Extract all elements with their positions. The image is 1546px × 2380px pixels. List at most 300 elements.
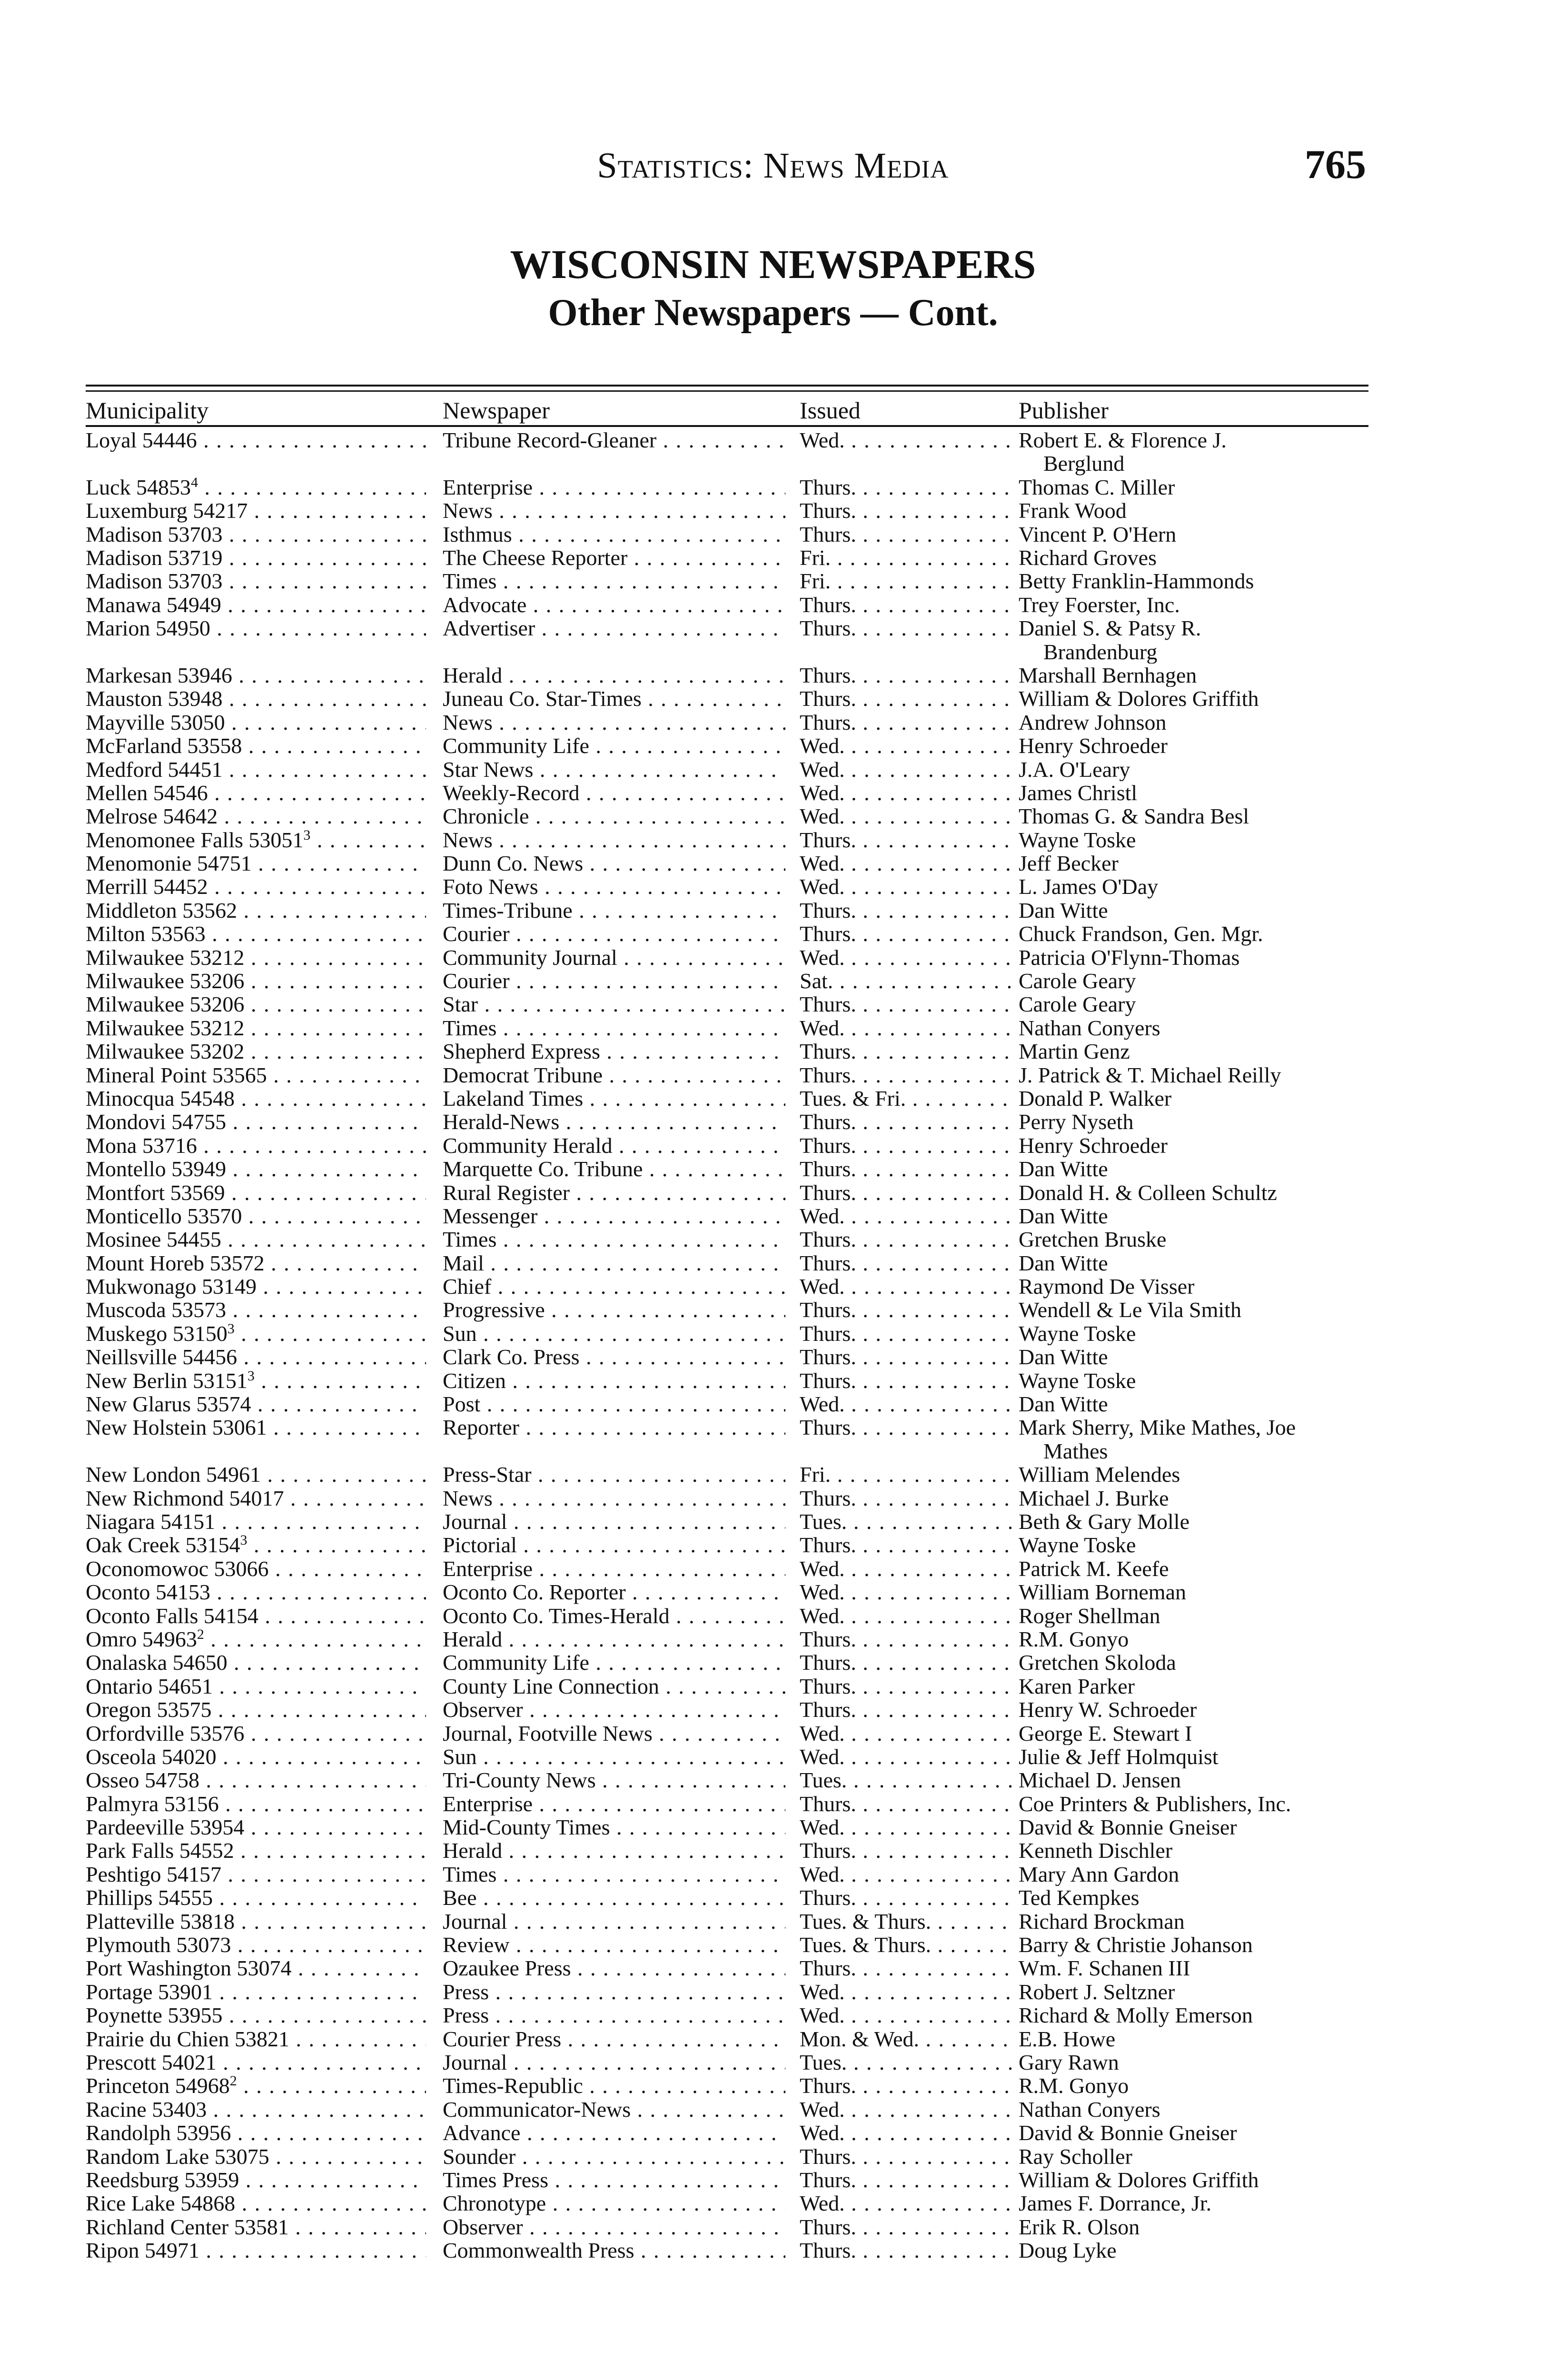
issued-cell-text: Thurs. <box>800 1321 856 1346</box>
publisher-cell-text: Wayne Toske <box>1019 1368 1136 1393</box>
issued-cell-text: Tues. <box>800 1510 847 1534</box>
issued-cell-text: Thurs. <box>800 475 856 499</box>
table-row <box>86 2215 1368 2239</box>
table-row <box>86 1110 1368 1133</box>
newspaper-cell-text: Oconto Co. Times-Herald <box>443 1604 670 1627</box>
municipality-cell <box>86 1651 426 1674</box>
newspaper-cell-text: Commonwealth Press <box>443 2239 634 2262</box>
publisher-cell-text: Andrew Johnson <box>1019 710 1167 734</box>
publisher-cell-text: Roger Shellman <box>1019 1604 1160 1627</box>
newspaper-cell-text: Star <box>443 992 478 1016</box>
municipality-cell-text: Niagara 54151 <box>86 1510 216 1534</box>
table-row <box>86 1204 1368 1228</box>
newspaper-cell-text: Oconto Co. Reporter <box>443 1580 626 1604</box>
publisher-cell-text: R.M. Gonyo <box>1019 2074 1129 2098</box>
newspaper-cell-text: Rural Register <box>443 1180 570 1204</box>
municipality-cell-text: Luck 54853 <box>86 475 191 499</box>
newspaper-cell <box>443 1204 785 1228</box>
publisher-cell-text: Marshall Bernhagen <box>1019 663 1197 687</box>
newspaper-cell <box>443 2027 785 2051</box>
issued-cell <box>800 1275 1011 1298</box>
municipality-cell-text: Manawa 54949 <box>86 593 221 617</box>
publisher-cell <box>1019 1087 1371 1110</box>
newspaper-cell-text: Post <box>443 1392 481 1416</box>
municipality-cell-text: Muskego 53150 <box>86 1321 228 1346</box>
table-row <box>86 1416 1368 1463</box>
municipality-cell-text: Phillips 54555 <box>86 1886 213 1910</box>
municipality-cell <box>86 2121 426 2144</box>
issued-cell-text: Wed. <box>800 804 845 828</box>
issued-cell-text: Sat. <box>800 969 833 993</box>
publisher-cell <box>1019 781 1371 804</box>
issued-cell <box>800 1533 1011 1557</box>
newspaper-cell-text: Advertiser <box>443 616 535 640</box>
issued-cell-text: Thurs. <box>800 1792 856 1816</box>
publisher-cell-text: William Borneman <box>1019 1580 1187 1604</box>
publisher-cell <box>1019 1228 1371 1251</box>
publisher-cell-text: Henry W. Schroeder <box>1019 1698 1197 1722</box>
publisher-cell-text: Gretchen Skoloda <box>1019 1651 1176 1675</box>
publisher-cell-text: Ted Kempkes <box>1019 1886 1140 1910</box>
newspaper-cell-text: Chronicle <box>443 804 529 828</box>
table-row <box>86 1228 1368 1251</box>
newspaper-cell <box>443 1792 785 1815</box>
issued-cell <box>800 875 1011 898</box>
municipality-cell-text: Mauston 53948 <box>86 687 223 711</box>
publisher-cell <box>1019 1322 1371 1345</box>
municipality-cell-text: New Glarus 53574 <box>86 1392 251 1416</box>
municipality-cell-text: Mayville 53050 <box>86 710 225 734</box>
newspaper-cell <box>443 1651 785 1674</box>
municipality-cell <box>86 476 426 499</box>
newspaper-cell <box>443 1557 785 1580</box>
municipality-cell <box>86 2192 426 2215</box>
municipality-cell <box>86 1040 426 1063</box>
table-row <box>86 758 1368 781</box>
municipality-cell <box>86 2051 426 2074</box>
municipality-cell <box>86 664 426 687</box>
municipality-cell <box>86 1275 426 1298</box>
table-row <box>86 1016 1368 1040</box>
newspaper-cell-text: Enterprise <box>443 475 533 499</box>
municipality-cell <box>86 1016 426 1040</box>
table-row <box>86 1792 1368 1815</box>
table-row <box>86 711 1368 734</box>
document-title: WISCONSIN NEWSPAPERS <box>510 241 1036 287</box>
newspaper-cell <box>443 1533 785 1557</box>
table-row <box>86 946 1368 969</box>
newspaper-cell-text: Weekly-Record <box>443 781 580 805</box>
newspaper-cell <box>443 2145 785 2168</box>
newspaper-cell-text: News <box>443 710 493 734</box>
issued-cell <box>800 2239 1011 2262</box>
newspaper-cell <box>443 992 785 1016</box>
newspaper-cell-text: News <box>443 1486 493 1510</box>
municipality-cell-text: Middleton 53562 <box>86 898 238 922</box>
municipality-cell <box>86 1768 426 1792</box>
newspaper-cell <box>443 523 785 546</box>
municipality-cell <box>86 1392 426 1416</box>
municipality-cell-text: Reedsburg 53959 <box>86 2168 239 2192</box>
municipality-cell <box>86 1863 426 1886</box>
issued-cell <box>800 1863 1011 1886</box>
municipality-cell <box>86 1815 426 1839</box>
newspaper-cell <box>443 1134 785 1157</box>
municipality-cell <box>86 1580 426 1604</box>
publisher-cell <box>1019 1863 1371 1886</box>
publisher-cell-text: Wayne Toske <box>1019 1321 1136 1346</box>
municipality-cell <box>86 569 426 593</box>
municipality-cell-text: Prescott 54021 <box>86 2051 217 2074</box>
municipality-cell-text: Marion 54950 <box>86 616 210 640</box>
publisher-cell <box>1019 1722 1371 1745</box>
municipality-cell-text: Mosinee 54455 <box>86 1228 221 1251</box>
newspaper-cell <box>443 1063 785 1087</box>
publisher-cell-text: Michael J. Burke <box>1019 1486 1169 1510</box>
table-row <box>86 1580 1368 1604</box>
municipality-cell <box>86 2074 426 2097</box>
publisher-cell-text: Carole Geary <box>1019 969 1136 993</box>
municipality-cell-text: New London 54961 <box>86 1463 261 1487</box>
newspaper-cell <box>443 946 785 969</box>
newspaper-cell <box>443 2121 785 2144</box>
issued-cell-text: Wed. <box>800 2003 845 2027</box>
table-row <box>86 499 1368 522</box>
publisher-cell-text: Robert J. Seltzner <box>1019 1980 1175 2004</box>
municipality-cell-text: Mukwonago 53149 <box>86 1275 257 1299</box>
newspaper-cell-text: Journal <box>443 1510 507 1534</box>
table-row <box>86 2098 1368 2121</box>
table-row <box>86 1956 1368 1980</box>
newspaper-cell-text: Enterprise <box>443 1792 533 1816</box>
issued-cell-text: Wed. <box>800 1980 845 2004</box>
publisher-cell <box>1019 922 1371 945</box>
municipality-cell <box>86 946 426 969</box>
issued-cell <box>800 1886 1011 1909</box>
newspaper-cell <box>443 687 785 710</box>
municipality-cell <box>86 523 426 546</box>
publisher-cell <box>1019 1204 1371 1228</box>
newspaper-cell <box>443 852 785 875</box>
publisher-cell-text: Nathan Conyers <box>1019 2097 1160 2122</box>
issued-cell <box>800 1181 1011 1204</box>
table-row <box>86 1275 1368 1298</box>
newspaper-cell <box>443 1110 785 1133</box>
publisher-cell <box>1019 1580 1371 1604</box>
publisher-cell-text: Ray Scholler <box>1019 2144 1132 2168</box>
issued-cell <box>800 1087 1011 1110</box>
municipality-cell <box>86 499 426 522</box>
newspaper-cell <box>443 1487 785 1510</box>
municipality-cell <box>86 1839 426 1862</box>
issued-cell-text: Thurs. <box>800 828 856 852</box>
newspaper-cell <box>443 1980 785 2003</box>
table-row <box>86 616 1368 664</box>
municipality-cell-text: Milwaukee 53202 <box>86 1040 245 1063</box>
municipality-cell-text: Montfort 53569 <box>86 1180 225 1204</box>
issued-cell-text: Wed. <box>800 781 845 805</box>
newspaper-cell-text: Herald <box>443 1627 503 1651</box>
municipality-cell <box>86 2003 426 2027</box>
table-row <box>86 1251 1368 1275</box>
newspaper-cell <box>443 1933 785 1956</box>
municipality-cell <box>86 1487 426 1510</box>
publisher-cell-text: Karen Parker <box>1019 1674 1135 1698</box>
publisher-cell <box>1019 1463 1371 1486</box>
newspaper-cell <box>443 1580 785 1604</box>
publisher-cell <box>1019 2027 1371 2051</box>
issued-cell-text: Thurs. <box>800 710 856 734</box>
municipality-cell-text: Oconomowoc 53066 <box>86 1557 269 1581</box>
issued-cell <box>800 499 1011 522</box>
table-row <box>86 1063 1368 1087</box>
publisher-cell-text: Chuck Frandson, Gen. Mgr. <box>1019 922 1263 946</box>
newspaper-cell-text: Reporter <box>443 1416 519 1439</box>
publisher-cell <box>1019 2145 1371 2168</box>
publisher-cell-text: William & Dolores Griffith <box>1019 2168 1259 2192</box>
issued-cell <box>800 1792 1011 1815</box>
publisher-cell <box>1019 2121 1371 2144</box>
issued-cell <box>800 969 1011 992</box>
publisher-cell <box>1019 1063 1371 1087</box>
issued-cell <box>800 1487 1011 1510</box>
publisher-cell <box>1019 1298 1371 1321</box>
issued-cell-text: Thurs. <box>800 922 856 946</box>
issued-cell-text: Thurs. <box>800 2239 856 2262</box>
issued-cell <box>800 2003 1011 2027</box>
issued-cell-text: Thurs. <box>800 1040 856 1063</box>
municipality-cell-text: Menomonie 54751 <box>86 852 252 875</box>
issued-cell <box>800 1651 1011 1674</box>
issued-cell <box>800 1910 1011 1933</box>
publisher-cell <box>1019 899 1371 922</box>
table-row <box>86 922 1368 945</box>
municipality-cell-text: Luxemburg 54217 <box>86 499 248 523</box>
table-row <box>86 1980 1368 2003</box>
municipality-cell <box>86 1463 426 1486</box>
newspaper-cell <box>443 1040 785 1063</box>
publisher-cell <box>1019 1134 1371 1157</box>
municipality-cell <box>86 1228 426 1251</box>
publisher-cell-text: David & Bonnie Gneiser <box>1019 2121 1237 2145</box>
issued-cell-text: Thurs. <box>800 1063 856 1087</box>
publisher-cell <box>1019 1510 1371 1533</box>
issued-cell-text: Tues. <box>800 1768 847 1792</box>
publisher-cell <box>1019 1910 1371 1933</box>
publisher-cell <box>1019 1157 1371 1180</box>
issued-cell-text: Thurs. <box>800 1298 856 1322</box>
newspaper-cell <box>443 1181 785 1204</box>
issued-cell <box>800 1698 1011 1721</box>
table-top-rule-inner <box>86 390 1368 392</box>
issued-cell-text: Thurs. <box>800 2074 856 2098</box>
issued-cell <box>800 476 1011 499</box>
municipality-cell-text: Randolph 53956 <box>86 2121 231 2145</box>
municipality-cell <box>86 1322 426 1345</box>
publisher-cell <box>1019 1980 1371 2003</box>
newspaper-cell-text: Review <box>443 1933 510 1957</box>
municipality-cell <box>86 922 426 945</box>
issued-cell-text: Thurs. <box>800 992 856 1016</box>
issued-cell-text: Tues. & Thurs. <box>800 1909 932 1934</box>
footnote-marker: 4 <box>191 475 198 490</box>
issued-cell <box>800 992 1011 1016</box>
newspaper-cell <box>443 2074 785 2097</box>
newspaper-cell-text: Times-Tribune <box>443 898 573 922</box>
newspaper-cell-text: The Cheese Reporter <box>443 545 628 570</box>
municipality-cell-text: Random Lake 53075 <box>86 2144 269 2168</box>
newspaper-cell <box>443 2192 785 2215</box>
issued-cell-text: Thurs. <box>800 2215 856 2239</box>
issued-cell <box>800 899 1011 922</box>
publisher-cell-text: Patrick M. Keefe <box>1019 1557 1169 1581</box>
publisher-cell-text: James Christl <box>1019 781 1138 805</box>
newspaper-cell <box>443 1275 785 1298</box>
issued-cell <box>800 1251 1011 1275</box>
issued-cell <box>800 1298 1011 1321</box>
publisher-cell-text: Jeff Becker <box>1019 852 1119 875</box>
newspaper-cell <box>443 2168 785 2192</box>
municipality-cell <box>86 1369 426 1392</box>
issued-cell-text: Thurs. <box>800 1627 856 1651</box>
issued-cell-text: Thurs. <box>800 2168 856 2192</box>
municipality-cell-text: Milton 53563 <box>86 922 206 946</box>
municipality-cell <box>86 852 426 875</box>
newspaper-cell <box>443 875 785 898</box>
issued-cell-text: Thurs. <box>800 1416 856 1439</box>
publisher-cell-text: Doug Lyke <box>1019 2239 1117 2262</box>
newspaper-cell-text: Journal <box>443 2051 507 2074</box>
municipality-cell-text: Mineral Point 53565 <box>86 1063 267 1087</box>
municipality-cell-text: Monticello 53570 <box>86 1204 242 1228</box>
publisher-cell-text: Beth & Gary Molle <box>1019 1510 1189 1534</box>
issued-cell <box>800 687 1011 710</box>
issued-cell-text: Thurs. <box>800 1251 856 1275</box>
municipality-cell <box>86 2145 426 2168</box>
municipality-cell-text: Minocqua 54548 <box>86 1086 235 1111</box>
publisher-cell-text: Carole Geary <box>1019 992 1136 1016</box>
municipality-cell-text: Oak Creek 53154 <box>86 1533 240 1557</box>
newspaper-cell <box>443 1698 785 1721</box>
publisher-continuation: Berglund <box>1043 451 1125 476</box>
issued-cell-text: Tues. <box>800 2051 847 2074</box>
municipality-cell <box>86 2098 426 2121</box>
table-top-rule <box>86 385 1368 387</box>
table-row <box>86 781 1368 804</box>
table-row <box>86 969 1368 992</box>
municipality-cell <box>86 758 426 781</box>
table-row <box>86 1651 1368 1674</box>
publisher-cell <box>1019 734 1371 757</box>
municipality-cell <box>86 1792 426 1815</box>
publisher-cell <box>1019 1251 1371 1275</box>
newspaper-cell-text: Tri-County News <box>443 1768 596 1792</box>
municipality-cell-text: McFarland 53558 <box>86 734 242 758</box>
publisher-cell <box>1019 804 1371 828</box>
municipality-cell <box>86 1251 426 1275</box>
footnote-marker: 3 <box>227 1321 235 1337</box>
issued-cell <box>800 781 1011 804</box>
publisher-cell <box>1019 1369 1371 1392</box>
municipality-cell-text: Markesan 53946 <box>86 663 232 687</box>
newspaper-cell <box>443 1956 785 1980</box>
municipality-cell-text: Muscoda 53573 <box>86 1298 227 1322</box>
newspaper-cell-text: Community Life <box>443 1651 589 1675</box>
municipality-cell-text: Milwaukee 53206 <box>86 992 245 1016</box>
table-row <box>86 1886 1368 1909</box>
publisher-cell-text: Dan Witte <box>1019 1204 1108 1228</box>
newspaper-cell-text: Shepherd Express <box>443 1040 600 1063</box>
newspaper-cell <box>443 734 785 757</box>
publisher-cell <box>1019 875 1371 898</box>
municipality-cell-text: New Berlin 53151 <box>86 1368 248 1393</box>
publisher-cell <box>1019 2003 1371 2027</box>
issued-cell-text: Thurs. <box>800 593 856 617</box>
newspaper-cell-text: Isthmus <box>443 522 512 546</box>
table-row <box>86 2003 1368 2027</box>
newspaper-cell <box>443 476 785 499</box>
newspaper-cell <box>443 1369 785 1392</box>
municipality-cell-text: Princeton 54968 <box>86 2074 230 2098</box>
municipality-cell-text: Oregon 53575 <box>86 1698 212 1722</box>
municipality-cell <box>86 1557 426 1580</box>
publisher-cell <box>1019 1698 1371 1721</box>
issued-cell <box>800 2192 1011 2215</box>
municipality-cell <box>86 1722 426 1745</box>
newspaper-cell <box>443 1510 785 1533</box>
column-header-newspaper: Newspaper <box>443 397 550 424</box>
newspaper-cell <box>443 1722 785 1745</box>
newspaper-cell <box>443 1345 785 1368</box>
issued-cell <box>800 1416 1011 1439</box>
newspaper-cell-text: Press <box>443 1980 489 2004</box>
column-header-publisher: Publisher <box>1019 397 1109 424</box>
municipality-cell <box>86 1087 426 1110</box>
municipality-cell-text: Platteville 53818 <box>86 1909 235 1934</box>
newspaper-cell-text: Times-Republic <box>443 2074 583 2098</box>
newspaper-cell <box>443 2239 785 2262</box>
municipality-cell <box>86 1745 426 1768</box>
municipality-cell <box>86 1956 426 1980</box>
publisher-cell-text: Wayne Toske <box>1019 828 1136 852</box>
publisher-cell-text: J. Patrick & T. Michael Reilly <box>1019 1063 1281 1087</box>
municipality-cell <box>86 1698 426 1721</box>
table-row <box>86 1087 1368 1110</box>
newspaper-cell-text: Foto News <box>443 875 538 899</box>
publisher-cell-text: Barry & Christie Johanson <box>1019 1933 1253 1957</box>
newspaper-cell <box>443 2051 785 2074</box>
newspaper-cell-text: Herald-News <box>443 1110 560 1134</box>
newspaper-cell-text: Clark Co. Press <box>443 1345 580 1369</box>
newspaper-cell-text: Community Life <box>443 734 589 758</box>
publisher-cell <box>1019 1275 1371 1298</box>
publisher-cell-text: Patricia O'Flynn-Thomas <box>1019 945 1240 970</box>
newspaper-cell <box>443 828 785 852</box>
table-row <box>86 2239 1368 2262</box>
table-row <box>86 476 1368 499</box>
publisher-cell <box>1019 499 1371 522</box>
document-subtitle: Other Newspapers — Cont. <box>548 292 998 334</box>
issued-cell-text: Wed. <box>800 1204 845 1228</box>
newspaper-cell <box>443 1627 785 1651</box>
issued-cell-text: Wed. <box>800 945 845 970</box>
newspaper-cell-text: Pictorial <box>443 1533 517 1557</box>
table-row <box>86 734 1368 757</box>
newspaper-cell-text: Sun <box>443 1321 477 1346</box>
municipality-cell-text: Melrose 54642 <box>86 804 218 828</box>
table-row <box>86 2145 1368 2168</box>
municipality-cell-text: New Holstein 53061 <box>86 1416 267 1439</box>
